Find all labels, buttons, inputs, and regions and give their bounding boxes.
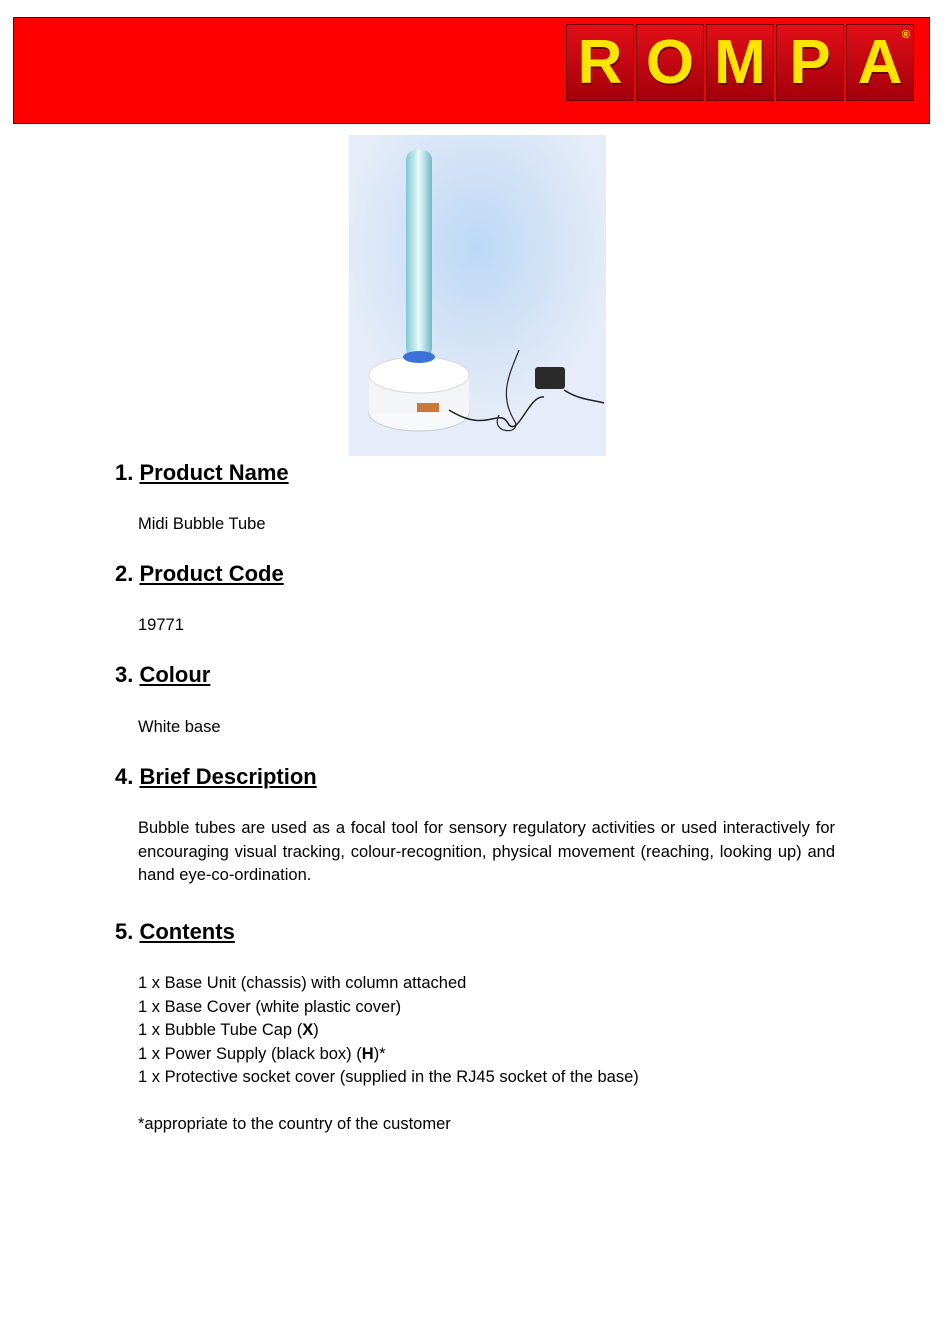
colour-value: White base [138,718,221,736]
section-heading-product-code: 2. Product Code [115,561,284,586]
section-heading-contents: 5. Contents [115,919,235,944]
logo-letter: M [706,24,774,101]
logo-letter: P [776,24,844,101]
registered-mark: ® [901,29,910,41]
logo-letter: A ® [846,24,914,101]
list-item: 1 x Base Cover (white plastic cover) [138,997,402,1016]
rompa-logo [566,24,918,101]
list-item: 1 x Power Supply (black box) (H)* [138,1044,386,1063]
brief-description-text: Bubble tubes are used as a focal tool for sensory regulatory activities or used interactively for encouraging visual tracking, colour-recognition, physical movement (reaching, looking up) and hand eye-co-ordination. [138,819,835,884]
logo-letter: R [566,24,634,101]
product-code-value: 19771 [138,616,184,634]
section-heading-brief-description: 4. Brief Description [115,764,317,789]
contents-list [138,972,639,1090]
list-item: 1 x Bubble Tube Cap (X) [138,1021,319,1039]
contents-footnote: *appropriate to the country of the customer [138,1115,451,1133]
logo-letter: O [636,24,704,101]
section-heading-colour: 3. Colour [115,662,211,687]
product-name-value: Midi Bubble Tube [138,515,266,533]
list-item: 1 x Base Unit (chassis) with column attached [138,974,467,992]
section-heading-product-name: 1. Product Name [115,460,289,485]
product-photo [349,135,606,456]
list-item: 1 x Protective socket cover (supplied in the RJ45 socket of the base) [138,1068,639,1086]
